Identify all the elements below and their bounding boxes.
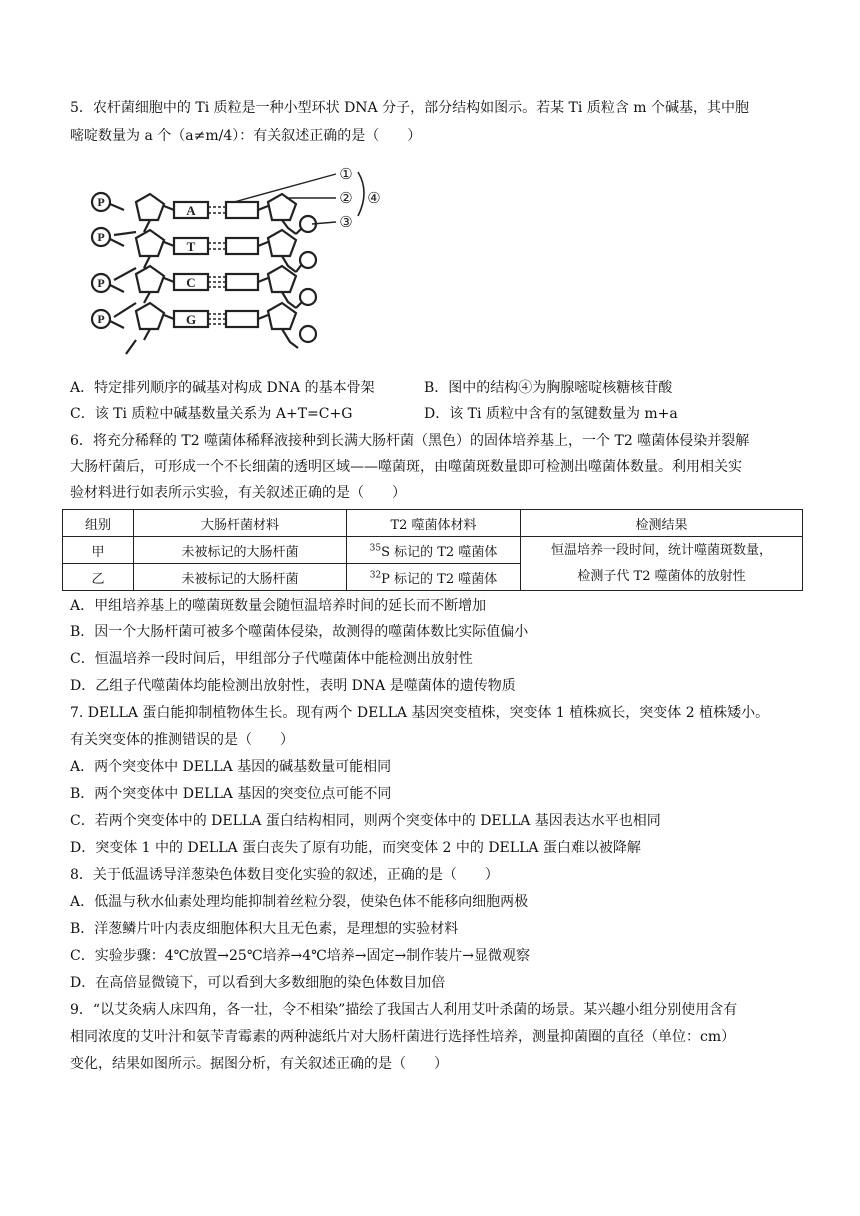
base-label-c: C [186,275,196,290]
structure-label-2: ② [339,191,353,207]
q6-option-c: C．恒温培养一段时间后，甲组部分子代噬菌体中能检测出放射性 [70,651,473,667]
structure-label-3: ③ [339,215,353,231]
q5-stem-line1: 5．农杆菌细胞中的 Ti 质粒是一种小型环状 DNA 分子，部分结构如图示。若某 Ti 质粒含 m 个碱基，其中胞 [70,100,749,116]
q6-option-a: A．甲组培养基上的噬菌斑数量会随恒温培养时间的延长而不断增加 [70,598,487,614]
q5-option-c: C．该 Ti 质粒中碱基数量关系为 A+T=C+G [70,406,353,422]
q8-option-d: D．在高倍显微镜下，可以看到大多数细胞的染色体数目加倍 [70,975,446,991]
q8-option-c: C．实验步骤：4℃放置→25℃培养→4℃培养→固定→制作装片→显微观察 [70,948,530,964]
table-cell-group: 乙 [63,564,134,591]
q7-option-a: A．两个突变体中 DELLA 基因的碱基数量可能相同 [70,759,392,775]
result-line2: 检测子代 T2 噬菌体的放射性 [577,568,746,584]
table-cell-ecoli: 未被标记的大肠杆菌 [134,537,347,564]
isotope-mass: 32 [369,570,382,581]
base-label-a: A [186,203,196,218]
table-header: 大肠杆菌材料 [134,510,347,537]
q6-stem-line2: 大肠杆菌后，可形成一个不长细菌的透明区域——噬菌斑，由噬菌斑数量即可检测出噬菌体数量。利用相关实 [70,459,742,475]
phage-label: P 标记的 T2 噬菌体 [381,571,498,587]
phosphate-label-3: P [97,276,105,290]
q7-option-d: D．突变体 1 中的 DELLA 蛋白丧失了原有功能，而突变体 2 中的 DELLA 蛋白难以被降解 [70,840,641,856]
q6-option-d: D．乙组子代噬菌体均能检测出放射性，表明 DNA 是噬菌体的遗传物质 [70,678,516,694]
table-header: 检测结果 [521,510,803,537]
phage-label: S 标记的 T2 噬菌体 [381,544,498,560]
phosphate-label-2: P [97,230,105,244]
q9-stem-line2: 相同浓度的艾叶汁和氨苄青霉素的两种滤纸片对大肠杆菌进行选择性培养，测量抑菌圈的直径（单位：cm） [70,1029,736,1045]
q5-option-a: A．特定排列顺序的碱基对构成 DNA 的基本骨架 [70,380,375,396]
structure-label-4: ④ [367,191,381,207]
q9-stem-line3: 变化，结果如图所示。据图分析，有关叙述正确的是（ ） [70,1056,448,1072]
phosphate-label-4: P [97,312,105,326]
table-header: T2 噬菌体材料 [347,510,521,537]
table-cell-phage [347,564,521,591]
q7-option-b: B．两个突变体中 DELLA 基因的突变位点可能不同 [70,786,392,802]
q6-option-b: B．因一个大肠杆菌可被多个噬菌体侵染，故测得的噬菌体数比实际值偏小 [70,624,529,640]
table-cell-ecoli: 未被标记的大肠杆菌 [134,564,347,591]
q5-option-d: D．该 Ti 质粒中含有的氢键数量为 m+a [424,406,678,422]
table-header-row [63,510,803,537]
table-cell-phage [347,537,521,564]
table-header: 组别 [63,510,134,537]
table-row [63,537,803,564]
structure-label-1: ① [339,167,353,183]
q8-stem-line1: 8．关于低温诱导洋葱染色体数目变化实验的叙述，正确的是（ ） [70,867,499,883]
dna-structure-diagram [84,162,384,362]
isotope-mass: 35 [369,543,382,554]
q6-stem-line3: 验材料进行如表所示实验，有关叙述正确的是（ ） [70,485,406,501]
q6-stem-line1: 6．将充分稀释的 T2 噬菌体稀释液接种到长满大肠杆菌（黑色）的固体培养基上，一个 T2 噬菌体侵染并裂解 [70,433,750,449]
q8-option-a: A．低温与秋水仙素处理均能抑制着丝粒分裂，使染色体不能移向细胞两极 [70,894,529,910]
q8-option-b: B．洋葱鳞片叶内表皮细胞体积大且无色素，是理想的实验材料 [70,921,459,937]
q9-stem-line1: 9．“以艾灸病人床四角，各一壮，令不相染”描绘了我国古人利用艾叶杀菌的场景。某兴趣小组分别使用含有 [70,1002,738,1018]
q7-stem-line1: 7. DELLA 蛋白能抑制植物体生长。现有两个 DELLA 基因突变植株，突变体 1 植株疯长，突变体 2 植株矮小。 [70,705,770,721]
result-line1: 恒温培养一段时间，统计噬菌斑数量， [550,542,772,558]
q7-stem-line2: 有关突变体的推测错误的是（ ） [70,732,294,748]
table-cell-result [521,537,803,591]
q7-option-c: C．若两个突变体中的 DELLA 蛋白结构相同，则两个突变体中的 DELLA 基因表达水平也相同 [70,813,661,829]
experiment-table [62,509,803,591]
q5-option-b: B．图中的结构④为胸腺嘧啶核糖核苷酸 [424,380,673,396]
base-label-t: T [186,239,196,254]
q5-stem-line2: 嘧啶数量为 a 个（a≠m/4）：有关叙述正确的是（ ） [70,128,422,144]
phosphate-label-1: P [97,195,105,209]
table-cell-group: 甲 [63,537,134,564]
base-label-g: G [185,312,197,327]
